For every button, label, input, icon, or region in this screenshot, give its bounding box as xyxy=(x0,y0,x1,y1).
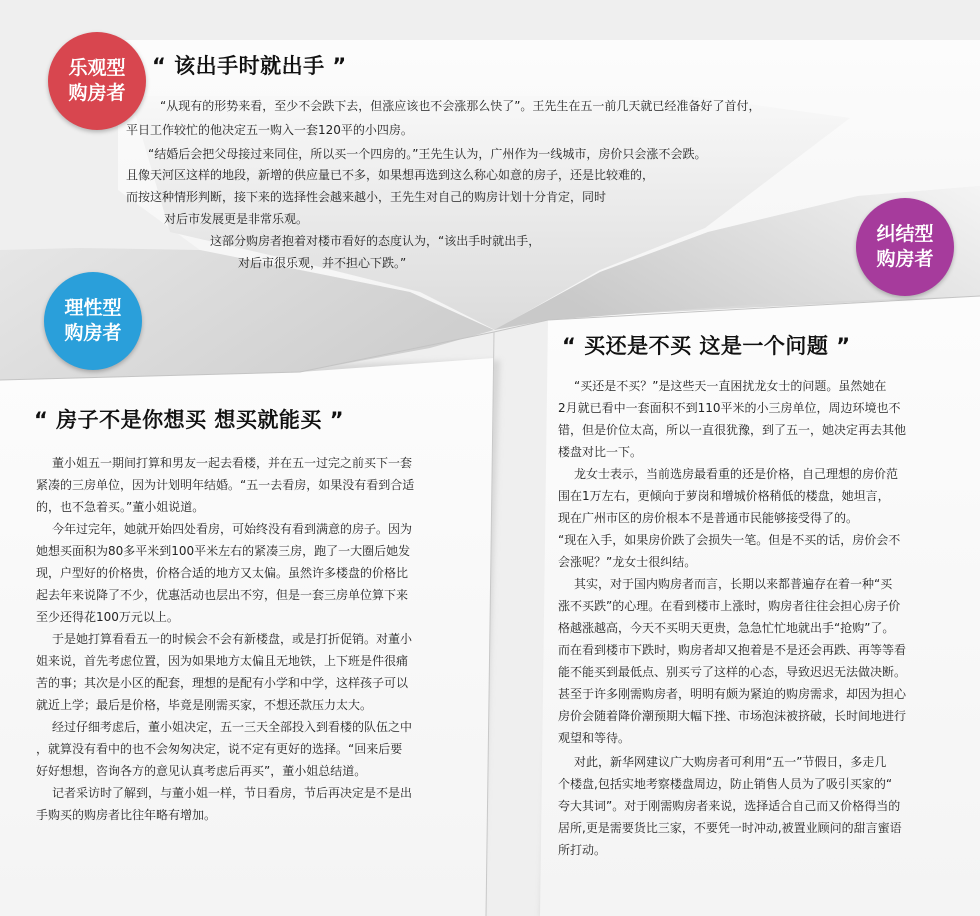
rational-badge-line2: 购房者 xyxy=(64,322,122,344)
paragraph-line: 对后市发展更是非常乐观。 xyxy=(164,212,309,226)
paragraph-line: “买还是不买？”是这些天一直困扰龙女士的问题。虽然她在 xyxy=(574,379,887,393)
rational-badge-line1: 理性型 xyxy=(64,297,122,319)
conflicted-buyer-badge xyxy=(856,198,954,296)
paragraph-line: 楼盘对比一下。 xyxy=(558,445,643,459)
paragraph-line: “现在入手，如果房价跌了会损失一笔。但是不买的话，房价会不 xyxy=(558,533,901,547)
paragraph-line: 围在1万左右，更倾向于萝岗和增城价格稍低的楼盘，她坦言， xyxy=(558,489,890,503)
paragraph-line: 夸大其词”。对于刚需购房者来说，选择适合自己而又价格得当的 xyxy=(558,799,901,813)
optimist-buyer-badge xyxy=(48,32,146,130)
paragraph-line: 苦的事；其次是小区的配套，理想的是配有小学和中学，这样孩子可以 xyxy=(36,676,409,690)
paragraph-line: 龙女士表示，当前选房最看重的还是价格，自己理想的房价范 xyxy=(574,467,899,481)
paragraph-line: 对后市很乐观，并不担心下跌。” xyxy=(238,256,407,270)
paragraph-line: “结婚后会把父母接过来同住，所以买一个四房的。”王先生认为，广州作为一线城市，房价只会涨不会跌。 xyxy=(148,147,707,161)
paragraph-line: 这部分购房者抱着对楼市看好的态度认为，“该出手时就出手， xyxy=(210,234,541,248)
paragraph-line: 而在看到楼市下跌时，购房者却又抱着是不是还会再跌、再等等看 xyxy=(558,643,907,657)
paragraph-line: 今年过完年，她就开始四处看房，可始终没有看到满意的房子。因为 xyxy=(52,522,413,536)
paragraph-line: 且像天河区这样的地段，新增的供应量已不多，如果想再选到这么称心如意的房子，还是比较难的， xyxy=(126,168,655,182)
paragraph-line: 观望和等待。 xyxy=(558,731,631,745)
optimist-badge-line2: 购房者 xyxy=(68,82,126,104)
paragraph-line: 平日工作较忙的他决定五一购入一套120平的小四房。 xyxy=(126,123,413,137)
paragraph-line: 姐来说，首先考虑位置，因为如果地方太偏且无地铁，上下班是件很痛 xyxy=(36,654,409,668)
paragraph-line: ，就算没有看中的也不会匆匆决定，说不定有更好的选择。“回来后要 xyxy=(36,742,403,756)
top-section-heading: “ 该出手时就出手 ” xyxy=(152,54,347,78)
conflicted-badge-line1: 纠结型 xyxy=(876,223,934,245)
paragraph-line: 她想买面积为80多平米到100平米左右的紧凑三房，跑了一大圈后她发 xyxy=(36,544,411,558)
paragraph-line: 至少还得花100万元以上。 xyxy=(36,610,179,624)
paragraph-line: 现，户型好的价格贵，价格合适的地方又太偏。虽然许多楼盘的价格比 xyxy=(36,566,409,580)
paragraph-line: 对此，新华网建议广大购房者可利用“五一”节假日，多走几 xyxy=(574,755,887,769)
paragraph-line: 于是她打算看看五一的时候会不会有新楼盘，或是打折促销。对董小 xyxy=(52,632,413,646)
right-section-heading: “ 买还是不买 这是一个问题 ” xyxy=(562,334,851,358)
paragraph-line: 甚至于许多刚需购房者，明明有颇为紧迫的购房需求，却因为担心 xyxy=(558,687,907,701)
paragraph-line: 记者采访时了解到，与董小姐一样，节日看房，节后再决定是不是出 xyxy=(52,786,413,800)
optimist-badge-line1: 乐观型 xyxy=(68,57,126,79)
paragraph-line: 涨不买跌”的心理。在看到楼市上涨时，购房者往往会担心房子价 xyxy=(558,599,901,613)
paragraph-line: 能不能买到最低点、别买亏了这样的心态，导致迟迟无法做决断。 xyxy=(558,665,907,679)
paragraph-line: 紧凑的三房单位，因为计划明年结婚。“五一去看房，如果没有看到合适 xyxy=(36,478,415,492)
paragraph-line: 格越涨越高，今天不买明天更贵，急急忙忙地就出手“抢购”了。 xyxy=(558,621,895,635)
rational-buyer-badge xyxy=(44,272,142,370)
paragraph-line: “从现有的形势来看，至少不会跌下去，但涨应该也不会涨那么快了”。王先生在五一前几天就已经准备好了首付， xyxy=(160,99,761,113)
paragraph-line: 个楼盘,包括实地考察楼盘周边，防止销售人员为了吸引买家的“ xyxy=(558,777,893,791)
paragraph-line: 起去年来说降了不少，优惠活动也层出不穷，但是一套三房单位算下来 xyxy=(36,588,409,602)
paragraph-line: 好好想想，咨询各方的意见认真考虑后再买”，董小姐总结道。 xyxy=(36,764,367,778)
paragraph-line: 其实，对于国内购房者而言，长期以来都普遍存在着一种“买 xyxy=(574,577,893,591)
paragraph-line: 会涨呢？”龙女士很纠结。 xyxy=(558,555,697,569)
paragraph-line: 而按这种情形判断，接下来的选择性会越来越小，王先生对自己的购房计划十分肯定，同时 xyxy=(126,190,607,204)
paragraph-line: 错，但是价位太高，所以一直很犹豫，到了五一，她决定再去其他 xyxy=(558,423,907,437)
paragraph-line: 居所,更是需要货比三家，不要凭一时冲动,被置业顾问的甜言蜜语 xyxy=(558,821,902,835)
paragraph-line: 的，也不急着买。”董小姐说道。 xyxy=(36,500,205,514)
paragraph-line: 董小姐五一期间打算和男友一起去看楼，并在五一过完之前买下一套 xyxy=(52,456,413,470)
paragraph-line: 现在广州市区的房价根本不是普通市民能够接受得了的。 xyxy=(558,511,859,525)
paragraph-line: 手购买的购房者比往年略有增加。 xyxy=(36,808,217,822)
conflicted-badge-line2: 购房者 xyxy=(876,248,934,270)
paragraph-line: 经过仔细考虑后，董小姐决定，五一三天全部投入到看楼的队伍之中 xyxy=(52,720,413,734)
paragraph-line: 2月就已看中一套面积不到110平米的小三房单位，周边环境也不 xyxy=(558,401,901,415)
paragraph-line: 就近上学；最后是价格，毕竟是刚需买家，不想还款压力太大。 xyxy=(36,698,373,712)
paragraph-line: 房价会随着降价潮预期大幅下挫、市场泡沫被挤破，长时间地进行 xyxy=(558,709,907,723)
left-section-heading: “ 房子不是你想买 想买就能买 ” xyxy=(34,408,345,432)
paragraph-line: 所打动。 xyxy=(558,843,607,857)
